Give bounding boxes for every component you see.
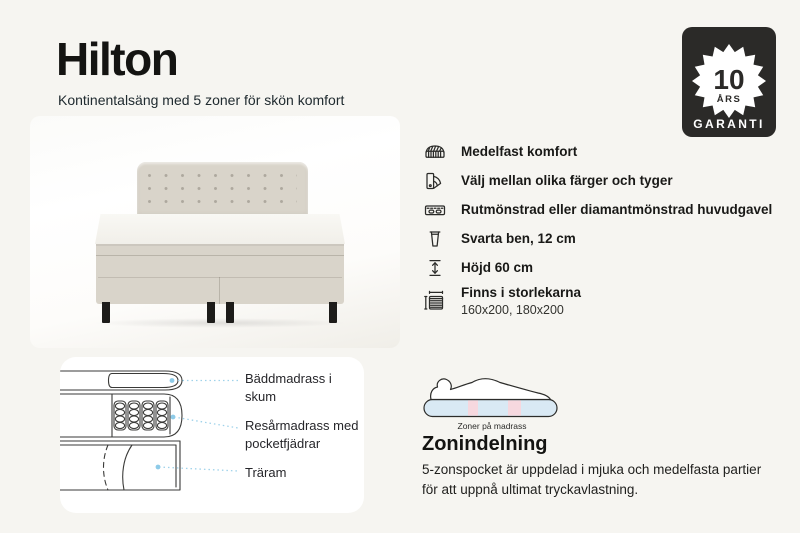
sizes-icon: [422, 289, 448, 313]
bed-leg: [207, 302, 215, 323]
feature-item-headboard: [422, 198, 784, 222]
leader-dot: [171, 415, 176, 420]
wood-frame-layer: [60, 441, 180, 490]
feature-label: Rutmönstrad eller diamantmönstrad huvudgavel: [461, 201, 773, 217]
bed-leg: [329, 302, 337, 323]
cross-section-label-springs: Resårmadrass med pocketfjädrar: [245, 418, 359, 452]
bed-headboard: [137, 162, 308, 218]
base-seam: [96, 255, 344, 256]
base-seam: [98, 277, 342, 278]
feature-item-fabrics: [422, 169, 784, 193]
cross-section-label-topper: Bäddmadrass i skum: [245, 371, 332, 405]
feature-item-legs: [422, 227, 784, 251]
soft-zone: [468, 400, 478, 415]
bed-leg-icon: [422, 227, 448, 251]
feature-item-height: [422, 256, 784, 280]
foam-topper-layer: [60, 371, 182, 390]
headboard-icon: [422, 198, 448, 222]
sleeping-person-icon: [431, 379, 551, 400]
bed-photo: [30, 116, 400, 348]
warranty-badge-icon: [682, 27, 776, 137]
warranty-badge: [682, 27, 776, 137]
mattress-comfort-icon: [422, 140, 448, 164]
zone-diagram-caption: Zoner på madrass: [457, 421, 527, 431]
feature-label: Höjd 60 cm: [461, 259, 534, 275]
spring-mattress-layer: [60, 394, 182, 437]
zone-heading: Zonindelning: [422, 433, 548, 455]
feature-sublabel: 160x200, 180x200: [461, 302, 564, 317]
base-split: [219, 277, 220, 304]
feature-item-comfort: [422, 140, 784, 164]
fabric-swatches-icon: [422, 169, 448, 193]
soft-zone: [508, 400, 521, 415]
feature-label: Finns i storlekarna: [461, 285, 582, 300]
bed-leg: [226, 302, 234, 323]
bed-leg: [102, 302, 110, 323]
zone-description: 5-zonspocket är uppdelad i mjuka och medelfasta partier för att uppnå ultimat tryckavlastning.: [422, 462, 762, 498]
headboard-tufting: [148, 174, 297, 206]
zone-section: [420, 363, 780, 513]
feature-label: Svarta ben, 12 cm: [461, 230, 576, 246]
cross-section-label-frame: Träram: [245, 465, 287, 480]
bed-shadow: [92, 318, 348, 328]
leader-dot: [170, 378, 175, 383]
feature-label: Medelfast komfort: [461, 143, 578, 159]
badge-years-unit: ÅRS: [716, 94, 742, 105]
bed-base: [96, 244, 344, 304]
page-subtitle: Kontinentalsäng med 5 zoner för skön komfort: [58, 92, 345, 108]
feature-list: [422, 140, 784, 322]
height-arrow-icon: [422, 256, 448, 280]
badge-label: GARANTI: [693, 117, 765, 131]
zone-diagram: [420, 363, 564, 421]
leader-dot: [156, 465, 161, 470]
cross-section-card: [60, 357, 364, 513]
feature-label: Välj mellan olika färger och tyger: [461, 172, 673, 188]
pocket-springs: [114, 401, 168, 430]
bed-mattress: [95, 214, 345, 244]
feature-item-sizes: [422, 285, 784, 317]
page-title: Hilton: [56, 33, 178, 85]
badge-years: 10: [713, 64, 745, 95]
